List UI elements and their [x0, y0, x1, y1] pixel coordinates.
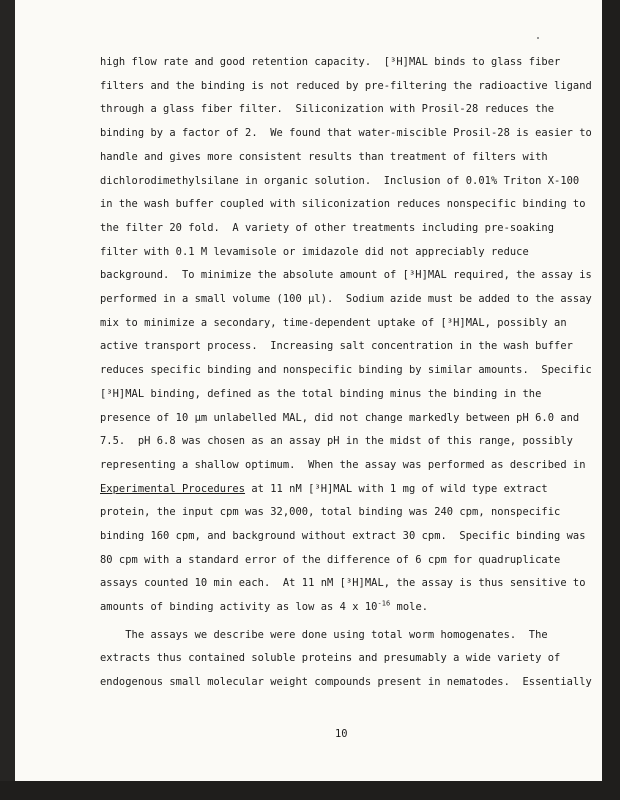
scan-border-bottom — [0, 781, 620, 800]
text-line: reduces specific binding and nonspecific binding by similar amounts. Specific — [100, 364, 592, 377]
text-line: filter with 0.1 M levamisole or imidazole did not appreciably reduce — [100, 245, 529, 258]
dust-speck — [537, 37, 539, 39]
text-fragment: at 11 nM [³H]MAL with 1 mg of wild type extract — [245, 482, 548, 495]
text-line: filters and the binding is not reduced by pre-filtering the radioactive ligand — [100, 79, 592, 92]
exponent: -16 — [377, 599, 391, 608]
text-line: presence of 10 µm unlabelled MAL, did not change markedly between pH 6.0 and — [100, 411, 580, 424]
text-line: assays counted 10 min each. At 11 nM [³H]MAL, the assay is thus sensitive to — [100, 577, 586, 590]
text-line: active transport process. Increasing salt concentration in the wash buffer — [100, 340, 573, 353]
text-line: The assays we describe were done using total worm homogenates. The — [100, 628, 548, 641]
text-line: performed in a small volume (100 µl). Sodium azide must be added to the assay — [100, 293, 592, 305]
page-number: 10 — [335, 728, 348, 740]
text-line: extracts thus contained soluble proteins and presumably a wide variety of — [100, 652, 561, 665]
text-line: [³H]MAL binding, defined as the total binding minus the binding in the — [100, 387, 542, 400]
section-reference-link: Experimental Procedures — [100, 482, 246, 495]
scan-border-right — [602, 0, 620, 800]
text-line: through a glass fiber filter. Siliconization with Prosil-28 reduces the — [100, 103, 555, 116]
text-line: handle and gives more consistent results than treatment of filters with — [100, 150, 548, 163]
text-line: the filter 20 fold. A variety of other treatments including pre-soaking — [100, 221, 555, 234]
text-line: 80 cpm with a standard error of the difference of 6 cpm for quadruplicate — [100, 553, 561, 566]
text-line-with-reference — [100, 482, 548, 496]
text-line: background. To minimize the absolute amount of [³H]MAL required, the assay is — [100, 269, 592, 282]
text-line: dichlorodimethylsilane in organic solution. Inclusion of 0.01% Triton X-100 — [100, 174, 580, 187]
text-line: mix to minimize a secondary, time-dependent uptake of [³H]MAL, possibly an — [100, 316, 567, 329]
text-line: binding by a factor of 2. We found that water-miscible Prosil-28 is easier to — [100, 127, 592, 140]
text-line: endogenous small molecular weight compounds present in nematodes. Essentially — [100, 675, 592, 688]
text-line: representing a shallow optimum. When the assay was performed as described in — [100, 458, 586, 471]
text-fragment: amounts of binding activity as low as 4 x 10 — [100, 601, 378, 614]
text-line: high flow rate and good retention capacity. [³H]MAL binds to glass fiber — [100, 56, 561, 68]
text-line: protein, the input cpm was 32,000, total binding was 240 cpm, nonspecific — [100, 506, 561, 519]
text-fragment: mole. — [390, 601, 429, 614]
text-line: binding 160 cpm, and background without extract 30 cpm. Specific binding was — [100, 530, 586, 542]
text-line: 7.5. pH 6.8 was chosen as an assay pH in the midst of this range, possibly — [100, 435, 573, 448]
text-line: in the wash buffer coupled with siliconization reduces nonspecific binding to — [100, 198, 586, 211]
text-line-with-exponent — [100, 600, 428, 614]
scan-border-left — [0, 0, 15, 800]
